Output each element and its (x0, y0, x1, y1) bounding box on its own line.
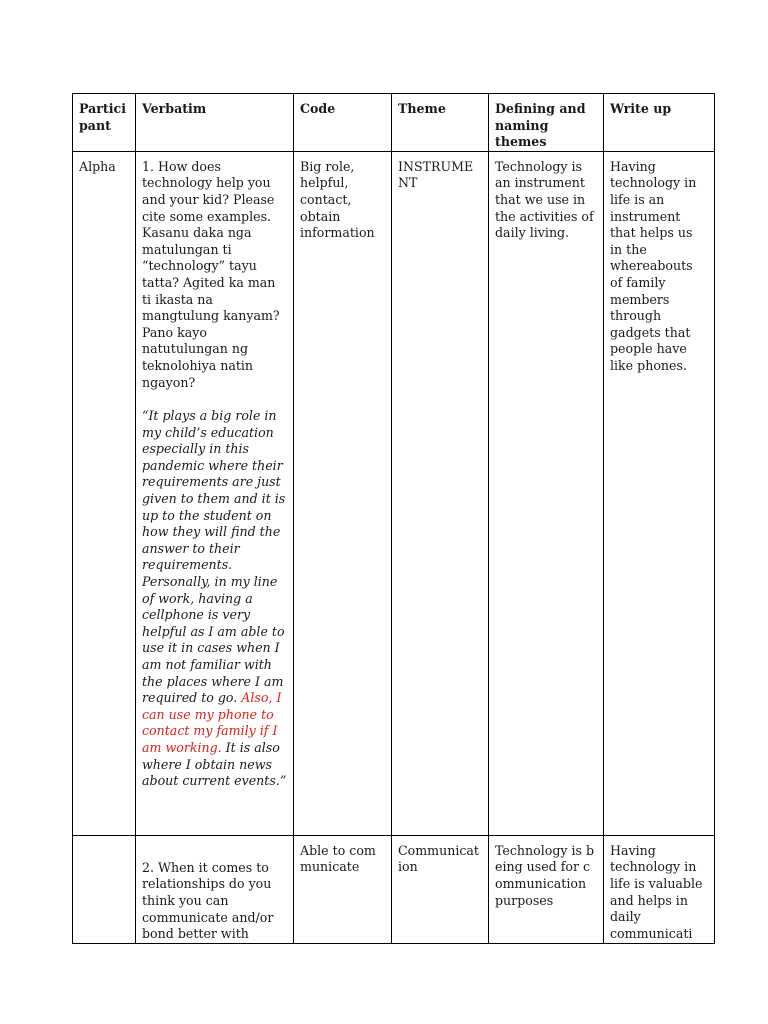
theme-cell: Communication (392, 835, 489, 943)
header-row (73, 94, 715, 152)
question-text: 1. How does technology help you and your kid? Please cite some examples. Kasanu daka nga matulungan ti “technology” tayu tatta? Agited ka man ti ikasta na mangtulung kanyam? Pano kayo natutulungan ng teknolohiya natin ngayon? (142, 158, 280, 390)
verbatim-cell (136, 151, 294, 835)
writeup-cell: Having technology in life is an instrument that helps us in the whereabouts of family members through gadgets that people have like phones. (604, 151, 715, 835)
header-defining-themes: Defining and naming themes (489, 94, 604, 152)
definition-cell: Technology is being used for communication purposes (489, 835, 604, 943)
header-participant: Partici pant (73, 94, 136, 152)
participant-cell-empty (73, 835, 136, 943)
table-row (73, 151, 715, 835)
verbatim-quote (142, 408, 287, 790)
header-code: Code (294, 94, 392, 152)
writeup-cell: Having technology in life is valuable and helps in daily communicati (604, 835, 715, 943)
verbatim-cell (136, 835, 294, 943)
definition-cell: Technology is an instrument that we use in the activities of daily living. (489, 151, 604, 835)
quote-text-end: It is also where I obtain news about current events.” (142, 739, 287, 789)
theme-cell: INSTRUMENT (392, 151, 489, 835)
quote-text: “It plays a big role in my child’s education especially in this pandemic where their requirements are just given to them and it is up to the student on how they will find the answer to their requirements. Personally, in my line of work, having a cellphone is very helpful as I am able to use it in cases when I am not familiar with the places where I am required to go. (142, 408, 286, 706)
table-row (73, 835, 715, 943)
header-theme: Theme (392, 94, 489, 152)
participant-cell: Alpha (73, 151, 136, 835)
question-text: 2. When it comes to relationships do you think you can communicate and/or bond better with (142, 859, 274, 942)
header-verbatim: Verbatim (136, 94, 294, 152)
code-cell: Big role, helpful, contact, obtain information (294, 151, 392, 835)
code-cell: Able to communicate (294, 835, 392, 943)
thematic-analysis-table (72, 93, 715, 944)
quote-highlight: Also, I can use my phone to contact my family if I am working. (142, 690, 282, 755)
header-write-up: Write up (604, 94, 715, 152)
